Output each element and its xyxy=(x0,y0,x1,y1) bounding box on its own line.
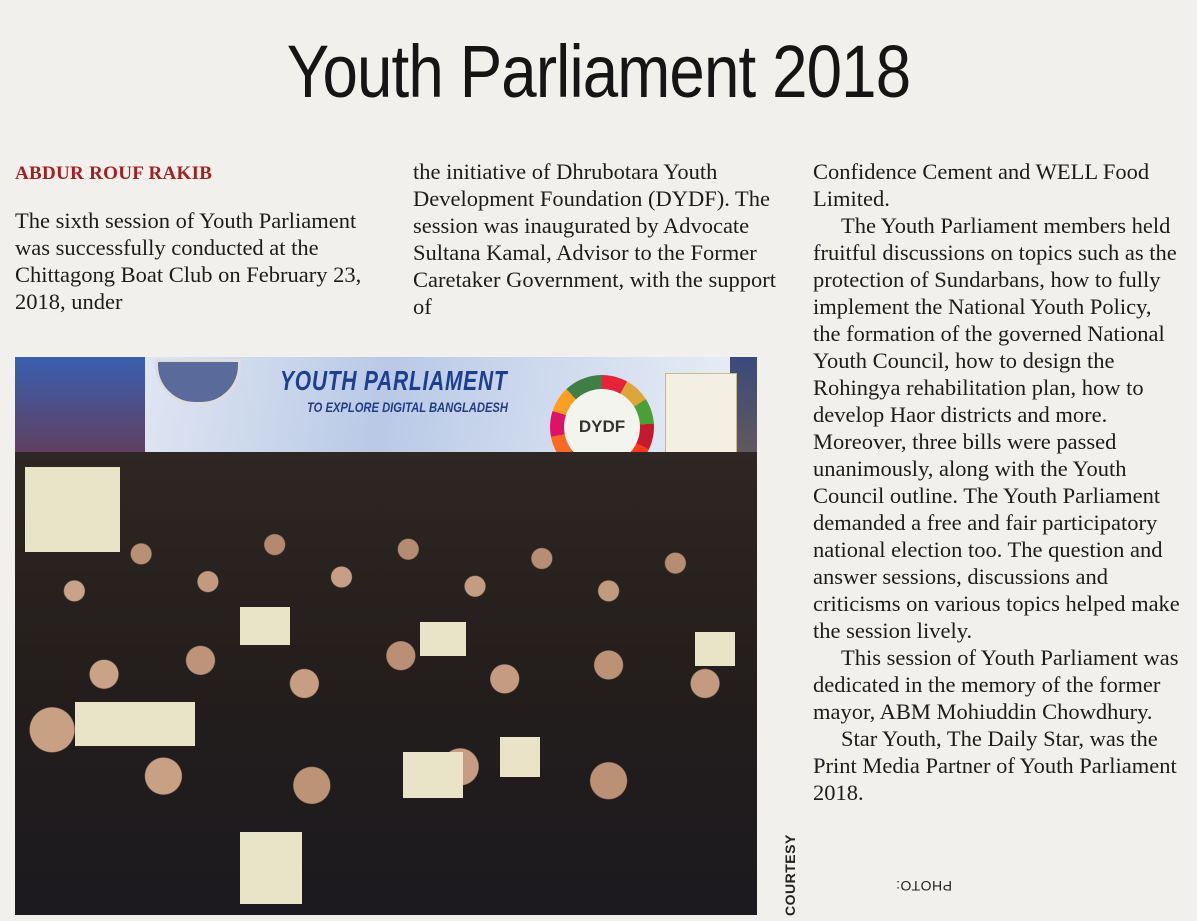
headline: Youth Parliament 2018 xyxy=(286,30,911,113)
photo-credit xyxy=(760,746,952,916)
paragraph-media-partner: Star Youth, The Daily Star, was the Print Media Partner of Youth Parliament 2018. xyxy=(813,726,1177,805)
article-column-3 xyxy=(813,158,1183,806)
article-column-1 xyxy=(15,160,385,315)
paragraph-intro: The sixth session of Youth Parliament was successfully conducted at the Chittagong Boat Club on February 23, 2018, under xyxy=(15,208,362,314)
group-photo xyxy=(15,357,757,915)
article-column-2 xyxy=(413,158,783,320)
photo-credit-prefix: PHOTO: xyxy=(895,878,952,894)
held-certificates xyxy=(15,357,757,915)
paragraph-sponsors: Confidence Cement and WELL Food Limited. xyxy=(813,159,1150,211)
photo-credit-name: COURTESY xyxy=(782,834,798,916)
byline: ABDUR ROUF RAKIB xyxy=(15,163,213,184)
paragraph-discussions: The Youth Parliament members held fruitful discussions on topics such as the protection of Sundarbans, how to fully implement the National Youth Policy, the formation of the governed National Youth Council, how to design the Rohingya rehabilitation plan, how to develop Haor districts and more. Moreover, three bills were passed unanimously, along with the Youth Council outline. The Youth Parliament demanded a free and fair participatory national election too. The question and answer sessions, discussions and criticisms on various topics helped make the session lively. xyxy=(813,213,1180,643)
paragraph-intro-continued: the initiative of Dhrubotara Youth Development Foundation (DYDF). The session was inaugurated by Advocate Sultana Kamal, Advisor to the Former Caretaker Government, with the support of xyxy=(413,159,777,319)
paragraph-dedication: This session of Youth Parliament was dedicated in the memory of the former mayor, ABM Mohiuddin Chowdhury. xyxy=(813,645,1179,724)
